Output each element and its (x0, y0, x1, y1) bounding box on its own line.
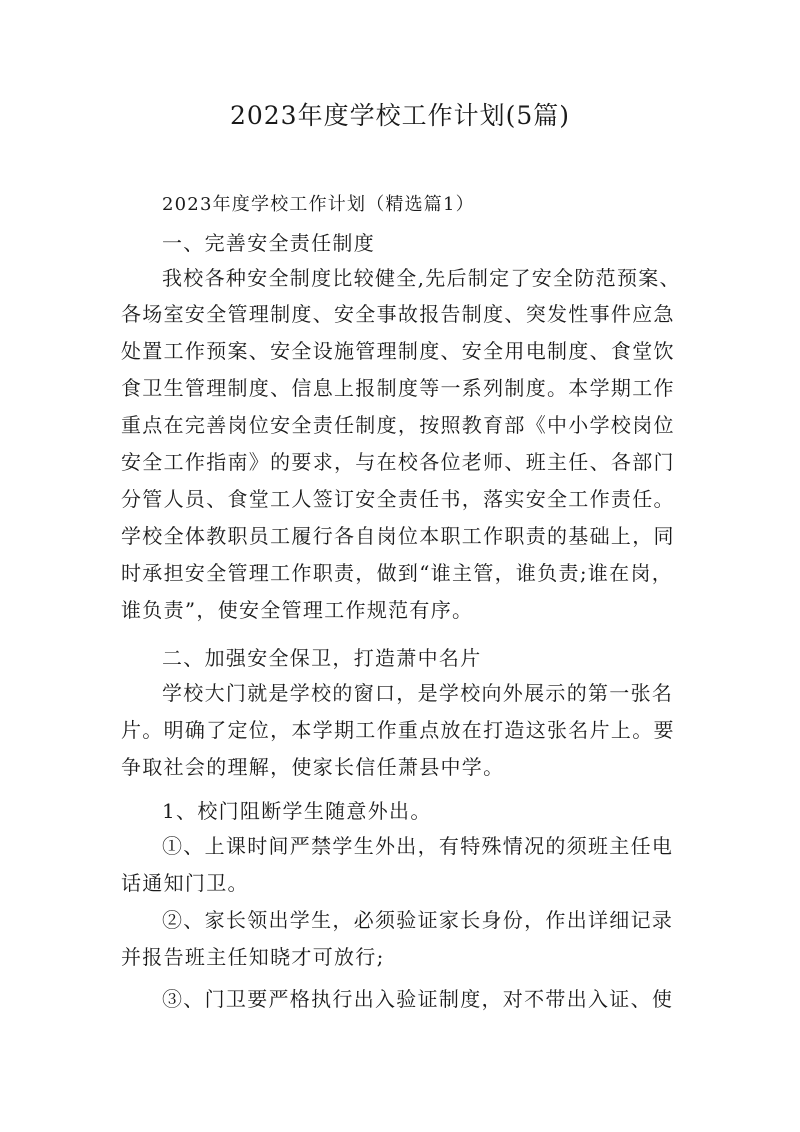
paragraph-line: 片。明确了定位，本学期工作重点放在打造这张名片上。要 (121, 718, 675, 742)
paragraph-line: 重点在完善岗位安全责任制度，按照教育部《中小学校岗位 (121, 413, 675, 437)
paragraph-line: 时承担安全管理工作职责，做到“谁主管，谁负责;谁在岗， (121, 561, 674, 585)
paragraph-line: 各场室安全管理制度、安全事故报告制度、突发性事件应急 (121, 302, 675, 326)
article-heading: 2023年度学校工作计划（精选篇1） (162, 194, 475, 215)
paragraph-line: 食卫生管理制度、信息上报制度等一系列制度。本学期工作 (121, 376, 675, 400)
paragraph-line: 谁负责”，使安全管理工作规范有序。 (121, 598, 474, 622)
paragraph-line: ①、上课时间严禁学生外出，有特殊情况的须班主任电 (162, 834, 674, 858)
paragraph-line: 学校全体教职员工履行各自岗位本职工作职责的基础上，同 (121, 524, 675, 548)
paragraph-line: 安全工作指南》的要求，与在校各位老师、班主任、各部门 (121, 450, 675, 474)
paragraph-line: ③、门卫要严格执行出入验证制度，对不带出入证、使 (162, 987, 674, 1011)
document-title: 2023年度学校工作计划(5篇) (229, 101, 571, 130)
paragraph-line: 争取社会的理解，使家长信任萧县中学。 (121, 755, 505, 779)
paragraph-line: 学校大门就是学校的窗口，是学校向外展示的第一张名 (162, 681, 674, 705)
paragraph-line: 话通知门卫。 (121, 871, 249, 895)
paragraph-line: 并报告班主任知晓才可放行; (121, 945, 385, 969)
paragraph-line: 我校各种安全制度比较健全,先后制定了安全防范预案、 (162, 266, 681, 290)
section-heading-1: 一、完善安全责任制度 (162, 231, 375, 255)
paragraph-line: 处置工作预案、安全设施管理制度、安全用电制度、食堂饮 (121, 339, 675, 363)
paragraph-line: ②、家长领出学生，必须验证家长身份，作出详细记录 (162, 908, 674, 932)
paragraph-line: 分管人员、食堂工人签订安全责任书，落实安全工作责任。 (121, 487, 675, 511)
section-heading-2: 二、加强安全保卫，打造萧中名片 (162, 646, 482, 670)
list-item-1: 1、校门阻断学生随意外出。 (162, 799, 432, 823)
